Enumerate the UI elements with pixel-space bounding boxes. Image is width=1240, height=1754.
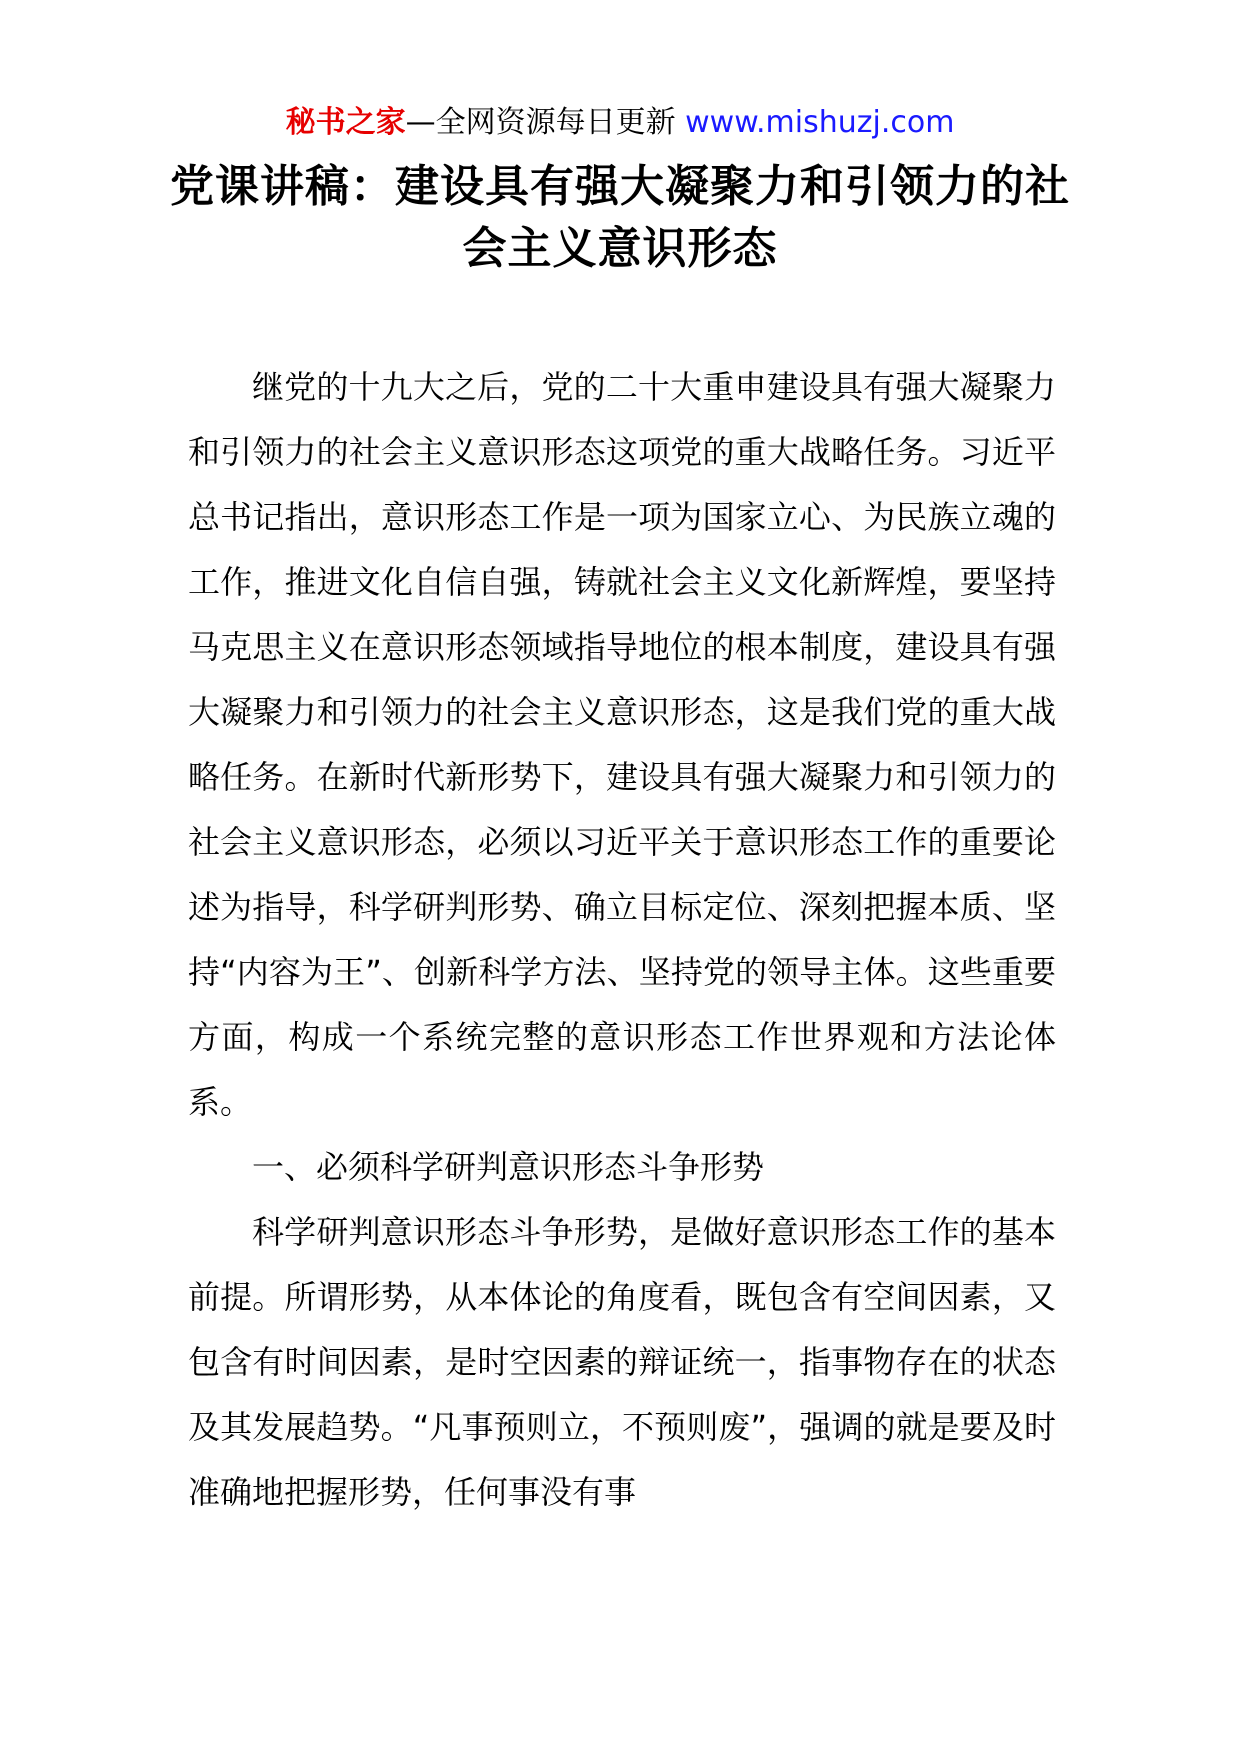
site-header bbox=[0, 100, 1240, 146]
site-url-link[interactable]: www.mishuzj.com bbox=[685, 105, 955, 140]
document-title: 党课讲稿：建设具有强大凝聚力和引领力的社会主义意识形态 bbox=[170, 161, 1070, 274]
section-heading: 一、必须科学研判意识形态斗争形势 bbox=[252, 1148, 765, 1186]
intro-paragraph: 继党的十九大之后，党的二十大重申建设具有强大凝聚力和引领力的社会主义意识形态这项党的重大战略任务。习近平总书记指出，意识形态工作是一项为国家立心、为民族立魂的工作，推进文化自信自强，铸就社会主义文化新辉煌，要坚持马克思主义在意识形态领域指导地位的根本制度，建设具有强大凝聚力和引领力的社会主义意识形态，这是我们党的重大战略任务。在新时代新形势下，建设具有强大凝聚力和引领力的社会主义意识形态，必须以习近平关于意识形态工作的重要论述为指导，科学研判形势、确立目标定位、深刻把握本质、坚持“内容为王”、创新科学方法、坚持党的领导主体。这些重要方面，构成一个系统完整的意识形态工作世界观和方法论体系。 bbox=[188, 368, 1056, 1121]
document-body bbox=[188, 355, 1056, 1525]
header-tagline: —全网资源每日更新 bbox=[405, 105, 676, 140]
section-paragraph: 科学研判意识形态斗争形势，是做好意识形态工作的基本前提。所谓形势，从本体论的角度看，既包含有空间因素，又包含有时间因素，是时空因素的辩证统一，指事物存在的状态及其发展趋势。“凡事预则立，不预则废”，强调的就是要及时准确地把握形势，任何事没有事 bbox=[188, 1213, 1056, 1511]
brand-name: 秘书之家 bbox=[285, 105, 406, 140]
